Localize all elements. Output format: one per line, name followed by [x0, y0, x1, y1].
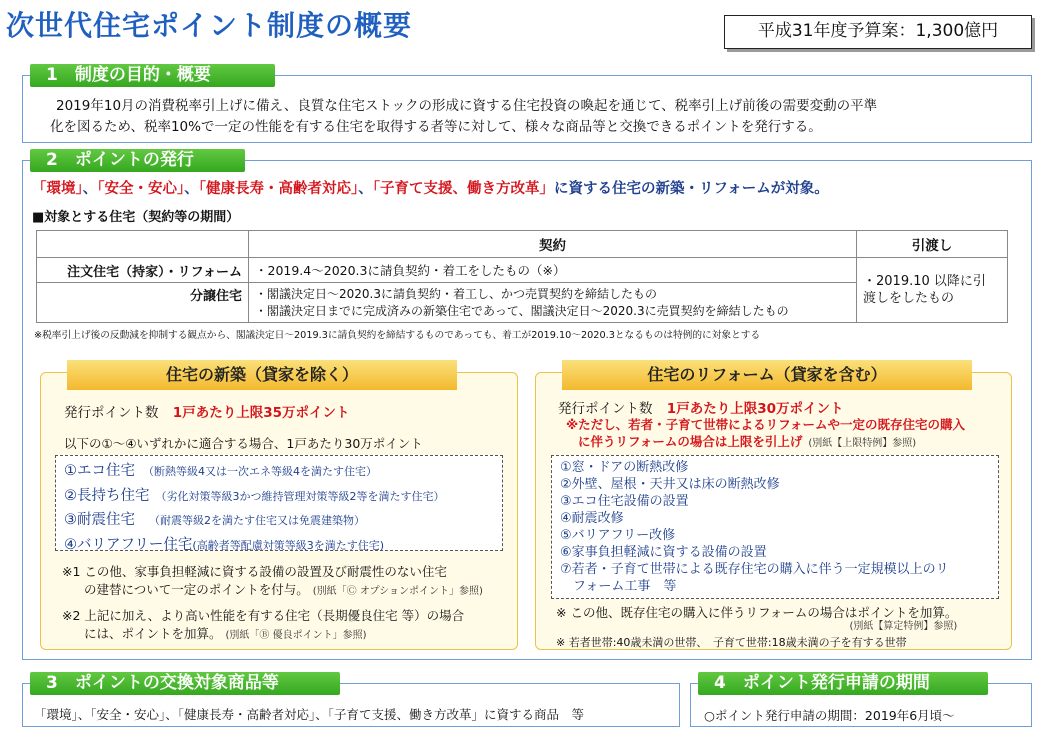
new-build-condition: 以下の①～④いずれかに適合する場合、1戸あたり30万ポイント: [64, 436, 423, 451]
reform-heading: 住宅のリフォーム（貸家を含む）: [562, 360, 972, 390]
reform-items-list: [560, 459, 949, 595]
reform-points: [558, 397, 843, 417]
category-environment: 「環境」: [32, 181, 83, 197]
criteria-seismic-detail: （耐震等級2を満たす住宅又は免震建築物）: [149, 514, 365, 527]
header-delivery: 引渡し: [857, 231, 1008, 258]
criteria-eco-name: ①エコ住宅: [64, 463, 135, 479]
row-custom-home-label: 注文住宅（持家）・リフォーム: [37, 258, 249, 283]
note2-line2: には、ポイントを加算。: [84, 626, 222, 641]
purpose-text-line2: 化を図るため、税率10%で一定の性能を有する住宅を取得する者等に対して、様々な商品等と交換できるポイントを発行する。: [50, 119, 822, 135]
list-item: [64, 508, 445, 533]
table-note: ※税率引上げ後の反動減を抑制する観点から、閣議決定日～2019.3に請負契約を締結するものであっても、着工が2019.10～2020.3となるものは特例的に対象とする: [34, 330, 761, 341]
points-value: 1戸あたり上限35万ポイント: [172, 405, 350, 421]
reform-special-line2: に伴うリフォームの場合は上限を引上げ: [578, 434, 803, 449]
note1-line1: ※1 この他、家事負担軽減に資する設備の設置及び耐震性のない住宅: [62, 564, 447, 579]
category-health: 「健康長寿・高齢者対応」: [198, 181, 359, 197]
reform-note1: [556, 603, 957, 632]
note1-ref: (別紙「Ⓒ オプションポイント」参照): [312, 586, 483, 597]
list-item: ①窓・ドアの断熱改修: [560, 460, 689, 475]
list-item: ⑥家事負担軽減に資する設備の設置: [560, 545, 767, 560]
list-item: フォーム工事 等: [560, 579, 677, 594]
points-label: 発行ポイント数: [64, 405, 159, 421]
reform-special-ref: (別紙【上限特例】参照): [808, 438, 917, 449]
table-corner-cell: [37, 231, 249, 258]
new-build-heading: 住宅の新築（貸家を除く）: [67, 360, 457, 390]
list-item: ⑤バリアフリー改修: [560, 528, 676, 543]
criteria-longlife-detail: （劣化対策等級3かつ維持管理対策等級2等を満たす住宅）: [155, 489, 445, 503]
section-purpose-heading: 1 制度の目的・概要: [30, 64, 275, 87]
new-build-note2: [62, 607, 464, 645]
list-item: ③エコ住宅設備の設置: [560, 494, 689, 509]
target-categories: [32, 177, 829, 198]
purpose-text-line1: 2019年10月の消費税率引上げに備え、良質な住宅ストックの形成に資する住宅投資の喚起を通じて、税率引上げ前後の需要変動の平準: [56, 98, 878, 114]
new-build-points: [64, 401, 349, 421]
list-item: ②外壁、屋根・天井又は床の断熱改修: [560, 477, 780, 492]
delivery-line1: ・2019.10 以降に引: [863, 274, 986, 289]
criteria-barrierfree-name: ④バリアフリー住宅: [64, 536, 193, 553]
list-item: [64, 484, 445, 509]
reform-note2: ※ 若者世帯:40歳未満の世帯、 子育て世帯:18歳未満の子を有する世帯: [556, 636, 907, 649]
target-housing-table: [36, 230, 1008, 323]
list-item: ⑦若者・子育て世帯による既存住宅の購入に伴う一定規模以上のリ: [560, 562, 949, 577]
separator: 、: [358, 181, 373, 197]
row-condo-contract: [249, 283, 857, 323]
criteria-seismic-name: ③耐震住宅: [64, 512, 135, 528]
header-contract: 契約: [249, 231, 857, 258]
category-safety: 「安全・安心」: [97, 181, 185, 197]
target-suffix: に資する住宅の新築・リフォームが対象。: [554, 181, 829, 197]
exchange-text: 「環境」、「安全・安心」、「健康長寿・高齢者対応」、「子育て支援、働き方改革」に資する商品 等: [34, 707, 585, 722]
table-title: ■対象とする住宅（契約等の期間）: [32, 210, 240, 225]
separator: 、: [184, 181, 199, 197]
page-title: 次世代住宅ポイント制度の概要: [6, 9, 413, 42]
reform-special-line1: ※ただし、若者・子育て世帯によるリフォームや一定の既存住宅の購入: [566, 417, 966, 432]
separator: 、: [82, 181, 98, 197]
reform-special: [566, 416, 965, 452]
section-application-heading: 4 ポイント発行申請の期間: [698, 672, 988, 695]
note2-line1: ※2 上記に加え、より高い性能を有する住宅（長期優良住宅 等）の場合: [62, 608, 465, 623]
reform-note1-text: ※ この他、既存住宅の購入に伴うリフォームの場合はポイントを加算。: [556, 605, 958, 620]
list-item: [64, 459, 445, 484]
list-item: ④耐震改修: [560, 511, 624, 526]
criteria-eco-detail: （断熱等級4又は一次エネ等級4を満たす住宅）: [143, 465, 377, 478]
criteria-barrierfree-detail: (高齢者等配慮対策等級3を満たす住宅): [192, 538, 385, 552]
reform-points-label: 発行ポイント数: [558, 401, 653, 417]
delivery-cell: [857, 258, 1008, 323]
note1-line2: の建替について一定のポイントを付与。: [84, 582, 309, 597]
reform-points-value: 1戸あたり上限30万ポイント: [666, 401, 844, 417]
condo-contract-line1: ・閣議決定日～2020.3に請負契約・着工し、かつ売買契約を締結したもの: [255, 286, 657, 301]
criteria-longlife-name: ②長持ち住宅: [64, 487, 150, 504]
note2-ref: (別紙「Ⓑ 優良ポイント」参照): [225, 630, 367, 641]
new-build-note1: [62, 563, 483, 601]
row-condo-label: 分譲住宅: [37, 283, 249, 323]
section-exchange-heading: 3 ポイントの交換対象商品等: [30, 672, 340, 695]
budget-badge: 平成31年度予算案：1,300億円: [724, 15, 1032, 49]
section-issuance-heading: 2 ポイントの発行: [30, 149, 245, 172]
new-build-criteria-list: [64, 459, 445, 557]
category-childcare: 「子育て支援、働き方改革」: [372, 181, 554, 197]
condo-contract-line2: ・閣議決定日までに完成済みの新築住宅であって、閣議決定日～2020.3に売買契約を締結したもの: [255, 303, 789, 318]
list-item: [64, 533, 445, 558]
application-text: ○ポイント発行申請の期間：2019年6月頃～: [704, 708, 955, 723]
row-custom-home-contract: ・2019.4～2020.3に請負契約・着工をしたもの（※）: [249, 258, 857, 283]
delivery-line2: 渡しをしたもの: [863, 291, 955, 306]
reform-note1-ref: (別紙【算定特例】参照): [849, 621, 958, 632]
